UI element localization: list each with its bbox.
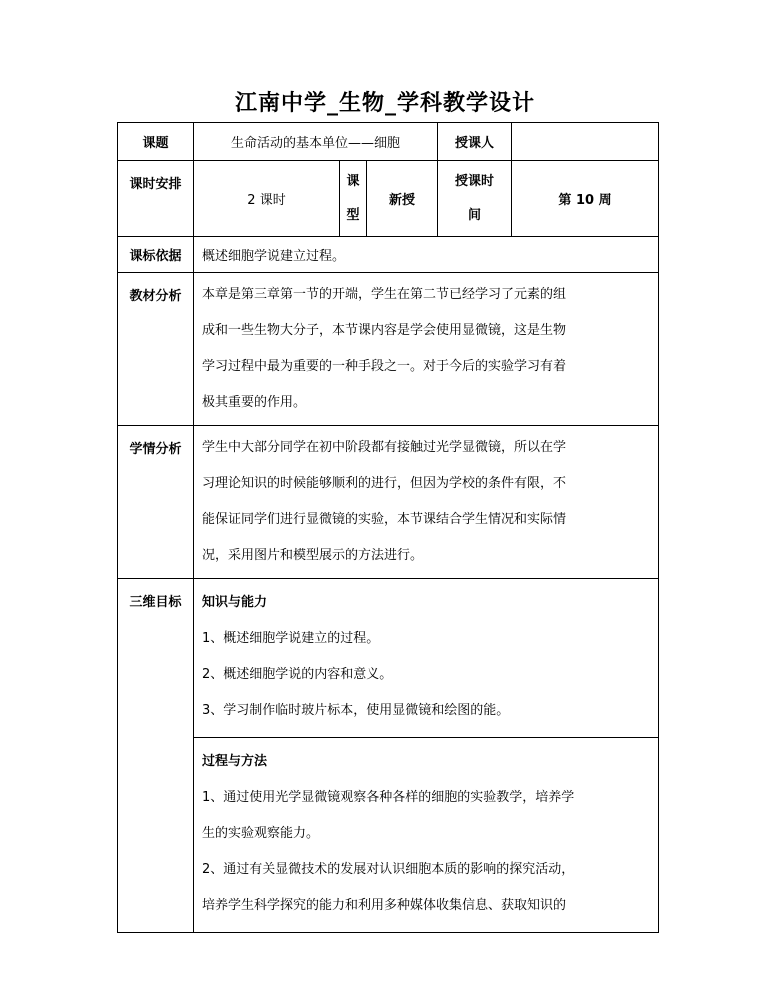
lesson-type-label-line2: 型: [346, 207, 360, 223]
process-section: [194, 738, 659, 933]
student-label: 学情分析: [118, 426, 194, 579]
knowledge-section: [194, 579, 659, 738]
lesson-time-label: [438, 161, 512, 237]
student-line: 能保证同学们进行显微镜的实验，本节课结合学生情况和实际情: [202, 512, 567, 527]
teacher-value: [512, 123, 659, 161]
knowledge-item: 1、概述细胞学说建立的过程。: [202, 631, 380, 646]
textbook-line: 成和一些生物大分子，本节课内容是学会使用显微镜，这是生物: [202, 323, 567, 338]
standard-label: 课标依据: [118, 237, 194, 273]
knowledge-heading: 知识与能力: [202, 595, 268, 610]
lesson-plan-table: [117, 122, 659, 933]
schedule-label: 课时安排: [118, 161, 194, 237]
topic-value: 生命活动的基本单位——细胞: [194, 123, 438, 161]
textbook-label: 教材分析: [118, 273, 194, 426]
objectives-row-1: [118, 579, 659, 738]
lesson-type-label: [340, 161, 367, 237]
student-line: 况，采用图片和模型展示的方法进行。: [202, 548, 424, 563]
textbook-line: 极其重要的作用。: [202, 395, 307, 410]
topic-row: [118, 123, 659, 161]
textbook-line: 本章是第三章第一节的开端，学生在第二节已经学习了元素的组: [202, 287, 567, 302]
student-row: [118, 426, 659, 579]
standard-value: 概述细胞学说建立过程。: [194, 237, 659, 273]
lesson-type-value: 新授: [367, 161, 438, 237]
teacher-label: 授课人: [438, 123, 512, 161]
objectives-row-2: [118, 738, 659, 933]
knowledge-item: 2、概述细胞学说的内容和意义。: [202, 667, 393, 682]
week-value: 第 10 周: [512, 161, 659, 237]
textbook-text: [194, 273, 659, 426]
student-text: [194, 426, 659, 579]
topic-label: 课题: [118, 123, 194, 161]
student-line: 习理论知识的时候能够顺利的进行，但因为学校的条件有限，不: [202, 476, 567, 491]
knowledge-item: 3、学习制作临时玻片标本，使用显微镜和绘图的能。: [202, 703, 510, 718]
student-line: 学生中大部分同学在初中阶段都有接触过光学显微镜，所以在学: [202, 440, 567, 455]
lesson-time-label-line1: 授课时: [454, 173, 494, 189]
standard-row: [118, 237, 659, 273]
textbook-line: 学习过程中最为重要的一种手段之一。对于今后的实验学习有着: [202, 359, 567, 374]
lesson-time-label-line2: 间: [467, 207, 481, 223]
textbook-row: [118, 273, 659, 426]
hours-value: 2 课时: [194, 161, 340, 237]
process-item: 生的实验观察能力。: [202, 826, 320, 841]
process-item: 1、通过使用光学显微镜观察各种各样的细胞的实验教学，培养学: [202, 790, 575, 805]
schedule-row: [118, 161, 659, 237]
process-heading: 过程与方法: [202, 754, 268, 769]
process-item: 2、通过有关显微技术的发展对认识细胞本质的影响的探究活动，: [202, 862, 575, 877]
document-title: 江南中学_生物_学科教学设计: [234, 91, 535, 116]
objectives-label: 三维目标: [118, 579, 194, 933]
process-item: 培养学生科学探究的能力和利用多种媒体收集信息、获取知识的: [202, 898, 567, 913]
lesson-type-label-line1: 课: [346, 173, 360, 189]
